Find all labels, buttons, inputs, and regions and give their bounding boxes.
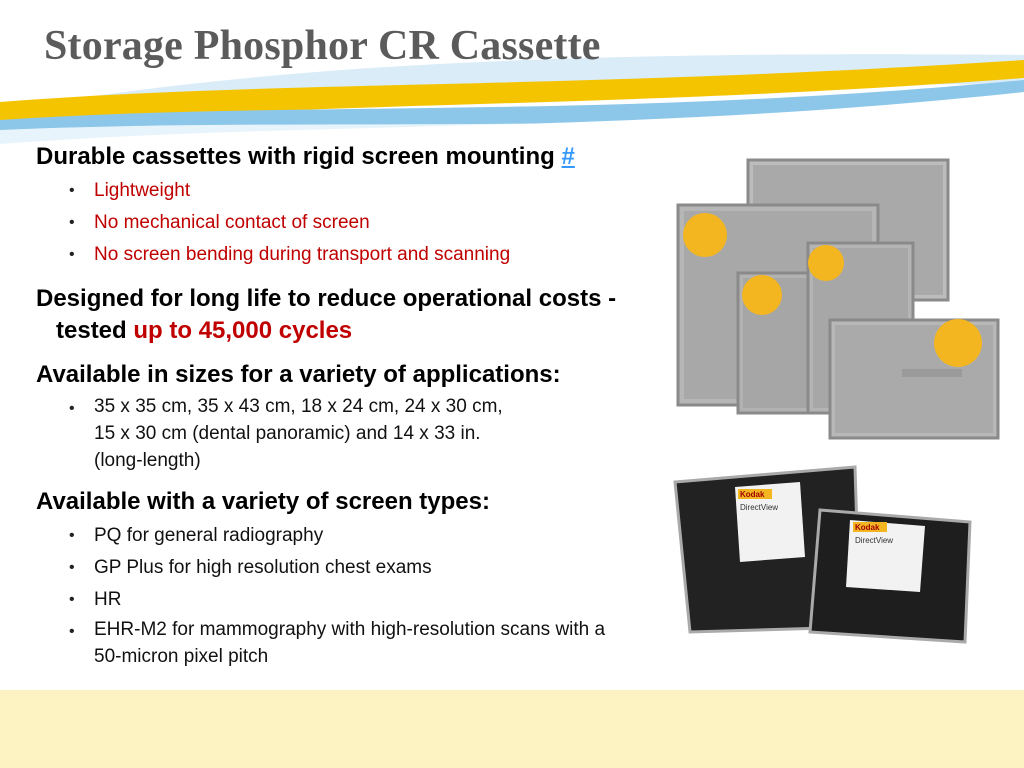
cycles-highlight: up to 45,000 cycles — [133, 317, 353, 344]
section2-prefix: tested — [56, 317, 127, 344]
section1-bullets — [36, 175, 736, 271]
slide-title: Storage Phosphor CR Cassette — [44, 23, 601, 69]
sizes-line-1: • 35 x 35 cm, 35 x 43 cm, 18 x 24 cm, 24 x 30 cm, — [94, 396, 503, 417]
section2-heading — [36, 283, 736, 347]
footer-band — [0, 690, 1024, 768]
section2-line2 — [36, 315, 736, 347]
list-item — [36, 393, 736, 474]
svg-text:DirectView: DirectView — [855, 536, 894, 545]
list-item: • No screen bending during transport and scanning — [36, 239, 736, 271]
svg-text:Kodak: Kodak — [740, 490, 765, 499]
black-cassette-right — [810, 510, 970, 642]
list-item: • GP Plus for high resolution chest exams — [36, 552, 736, 584]
svg-text:Kodak: Kodak — [855, 523, 880, 532]
cassette-front — [830, 319, 998, 438]
svg-text:DirectView: DirectView — [740, 503, 779, 512]
list-item: • No mechanical contact of screen — [36, 207, 736, 239]
list-item: • Lightweight — [36, 175, 736, 207]
section2-line1: Designed for long life to reduce operational costs - — [36, 285, 617, 312]
ehr-line-2: 50-micron pixel pitch — [94, 646, 269, 667]
section1-heading-text: Durable cassettes with rigid screen mounting — [36, 143, 555, 170]
list-item: • HR — [36, 584, 736, 616]
sizes-line-2: 15 x 30 cm (dental panoramic) and 14 x 33 in. — [94, 423, 481, 444]
section1-heading — [36, 141, 736, 173]
list-item — [36, 616, 736, 670]
section3-heading: Available in sizes for a variety of applications: — [36, 361, 561, 388]
section4-heading: Available with a variety of screen types: — [36, 488, 490, 515]
sizes-line-3: (long-length) — [94, 450, 201, 471]
section3-bullets — [36, 393, 736, 474]
section4-bullets — [36, 520, 736, 670]
section1-link[interactable]: # — [561, 143, 575, 170]
ehr-line-1: • EHR-M2 for mammography with high-resolution scans with a — [94, 619, 606, 640]
list-item: • PQ for general radiography — [36, 520, 736, 552]
slide-content — [36, 141, 736, 670]
